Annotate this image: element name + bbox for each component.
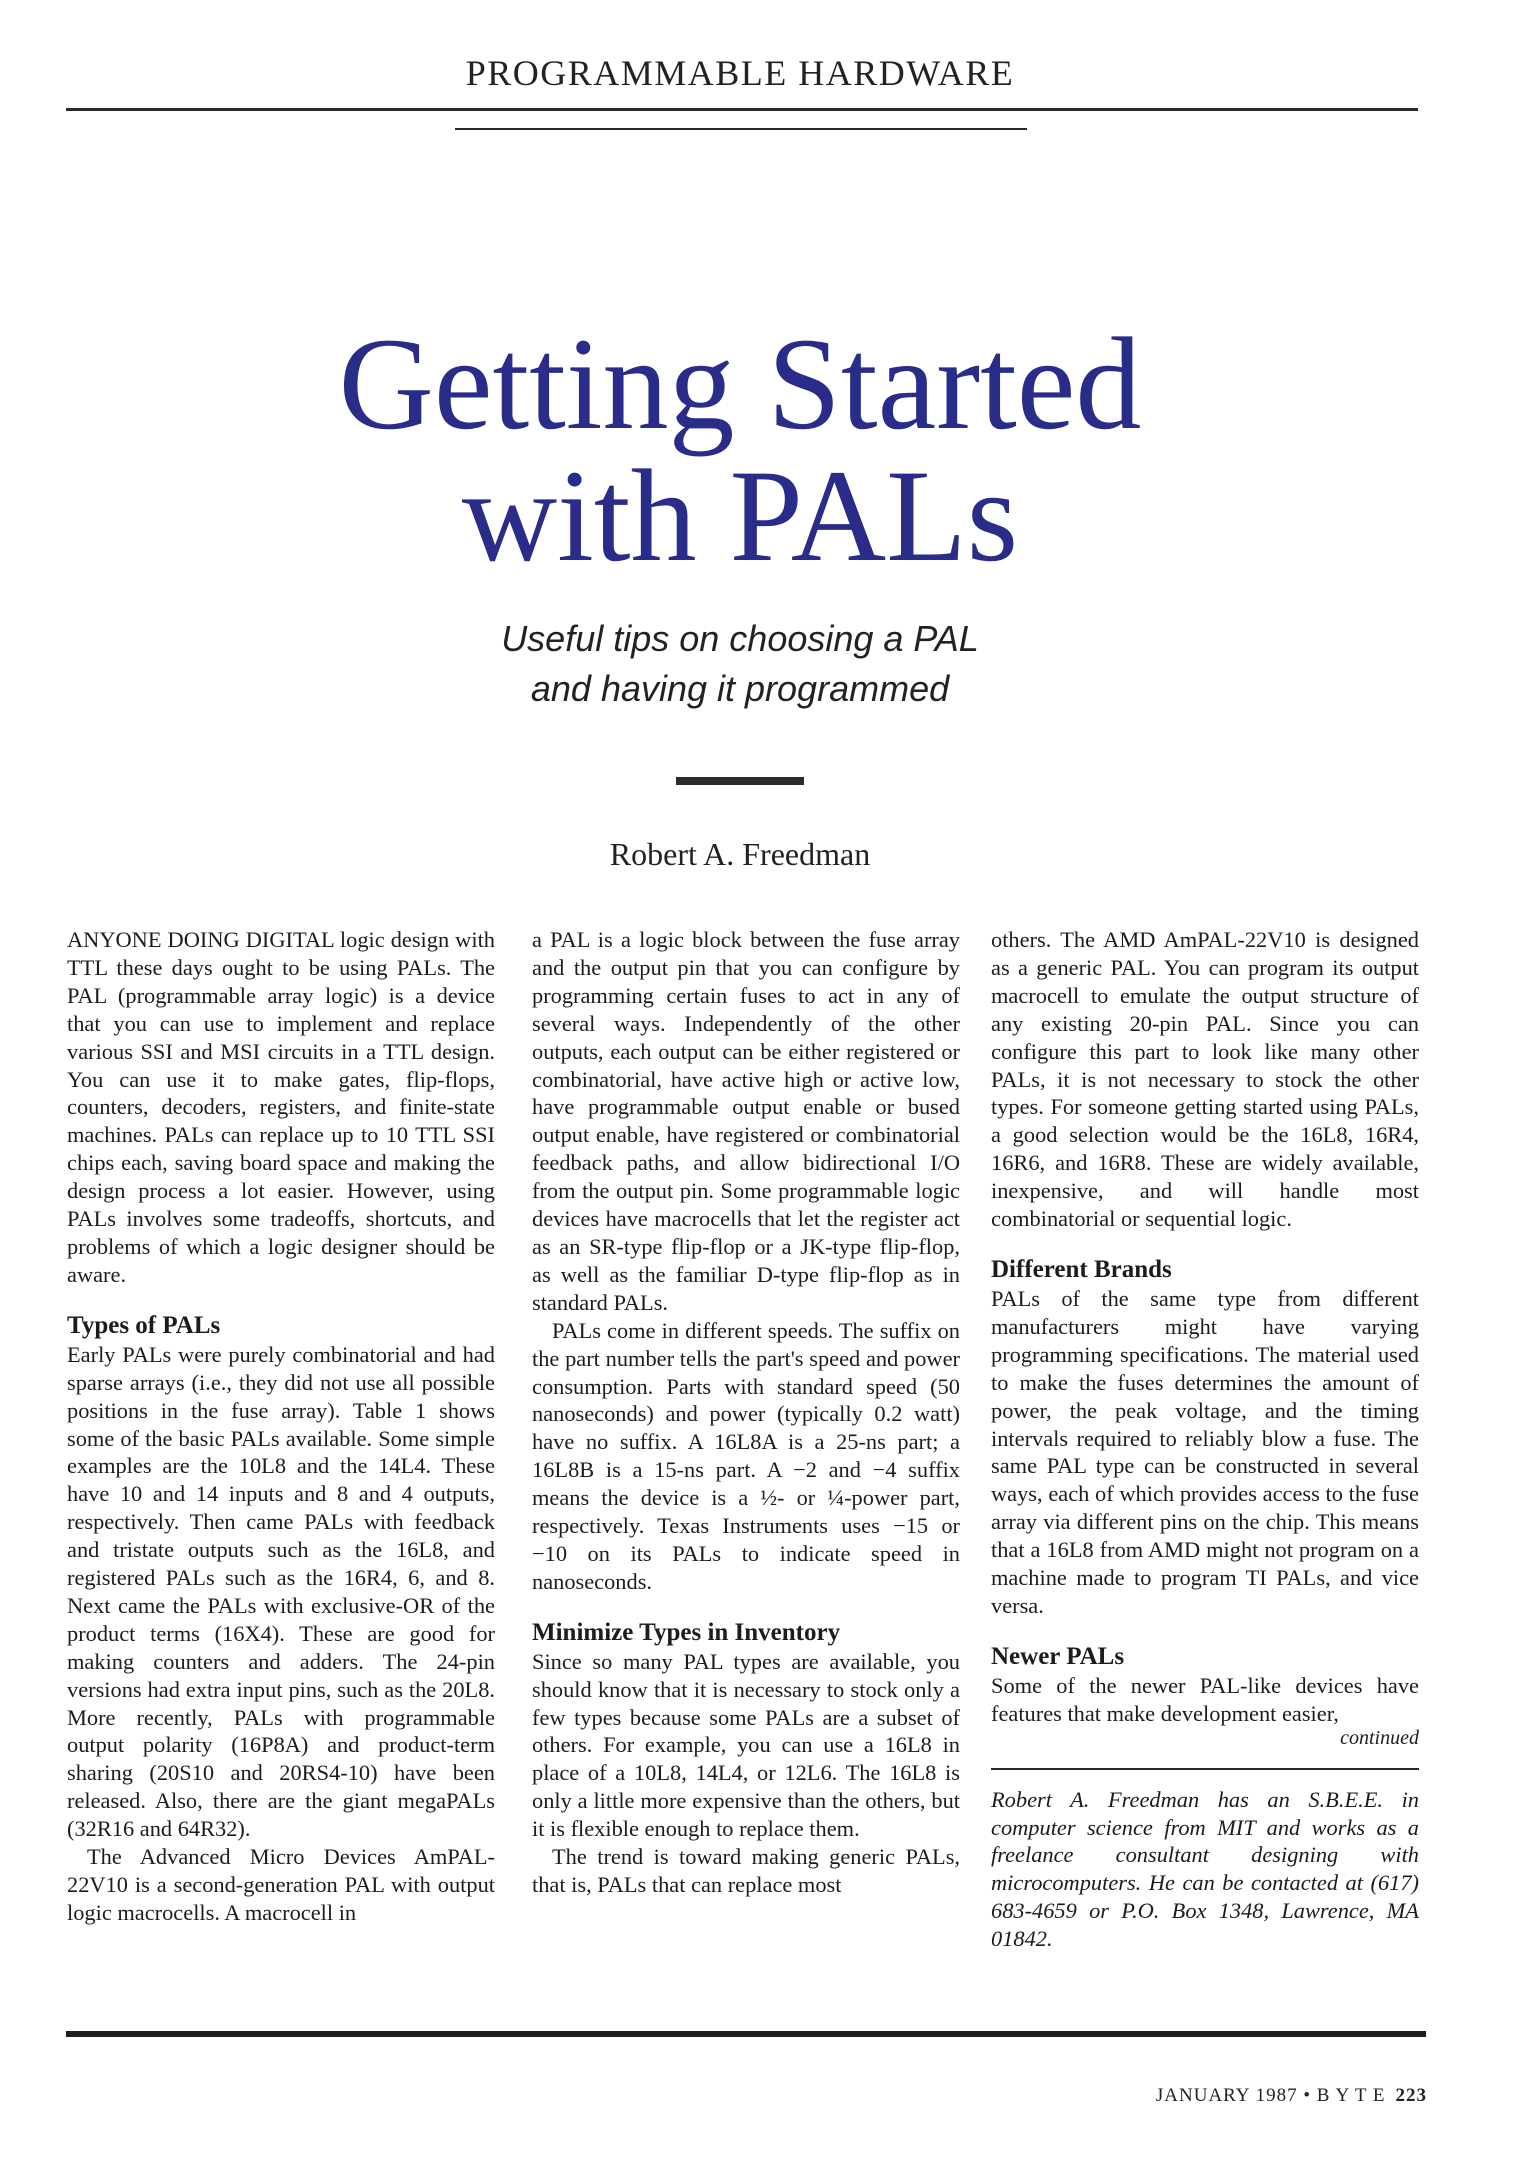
section-label: PROGRAMMABLE HARDWARE — [465, 53, 1015, 93]
page-number: 223 — [1395, 2085, 1427, 2106]
page-footer — [1156, 2085, 1427, 2107]
paragraph: The Advanced Micro Devices AmPAL-22V10 is a second-generation PAL with output logic macrocells. A macrocell in — [67, 1844, 495, 1925]
subtitle-line-1: Useful tips on choosing a PAL — [501, 618, 979, 659]
section-heading: Types of PALs — [67, 1311, 221, 1339]
bio-rule — [991, 1768, 1419, 1770]
section-heading: Different Brands — [991, 1255, 1172, 1283]
header-rule — [66, 108, 1418, 111]
paragraph: ANYONE DOING DIGITAL logic design with TTL these days ought to be using PALs. The PAL (programmable array logic) is a device that you can use to implement and replace various SSI and MSI circuits in a TTL design. You can use it to make gates, flip-flops, counters, decoders, registers, and finite-state machines. PALs can replace up to 10 TTL SSI chips each, saving board space and making the design process a lot easier. However, using PALs involves some tradeoffs, shortcuts, and problems of which a logic designer should be aware. — [67, 927, 495, 1287]
continued-note: continued — [1340, 1726, 1419, 1749]
section-heading: Newer PALs — [991, 1642, 1125, 1670]
paragraph: PALs of the same type from different manufacturers might have varying programming specifications. The material used to make the fuses determines the amount of power, the peak voltage, and the timing intervals required to reliably blow a fuse. The same PAL type can be constructed in several ways, each of which provides access to the fuse array via different pins on the chip. This means that a 16L8 from AMD might not program on a machine made to program TI PALs, and vice versa. — [991, 1285, 1419, 1618]
paragraph: Since so many PAL types are available, you should know that it is necessary to stock only a few types because some PALs are a subset of others. For example, you can use a 16L8 in place of a 10L8, 14L4, or 12L6. The 16L8 is only a little more expensive than the others, but it is flexible enough to replace them. — [532, 1648, 960, 1842]
body-column-2 — [532, 926, 960, 1899]
paragraph: The trend is toward making generic PALs, that is, PALs that can replace most — [532, 1844, 960, 1897]
title-divider — [676, 777, 804, 785]
issue-date: JANUARY 1987 • B Y T E — [1155, 2085, 1386, 2106]
footer-rule — [66, 2031, 1426, 2037]
article-title — [0, 310, 1480, 589]
paragraph: Some of the newer PAL-like devices have features that make development easier, — [991, 1672, 1419, 1726]
author-bio: Robert A. Freedman has an S.B.E.E. in computer science from MIT and works as a freelance consultant designing with microcomputers. He can be contacted at (617) 683-4659 or P.O. Box 1348, Lawrence, MA 01842. — [991, 1786, 1419, 1952]
subtitle-line-2: and having it programmed — [530, 668, 950, 709]
paragraph: Early PALs were purely combinatorial and had sparse arrays (i.e., they did not use all possible positions in the fuse array). Table 1 shows some of the basic PALs available. Some simple examples are the 10L8 and the 14L4. These have 10 and 14 inputs and 8 and 4 outputs, respectively. Then came PALs with feedback and tristate outputs such as the 16L8, and registered PALs such as the 16R4, 6, and 8. Next came the PALs with exclusive-OR of the product terms (16X4). These are good for making counters and adders. The 24-pin versions had extra input pins, such as the 20L8. More recently, PALs with programmable output polarity (16P8A) and product-term sharing (20S10 and 20RS4-10) have been released. Also, there are the giant megaPALs (32R16 and 64R32). — [67, 1341, 495, 1842]
section-heading: Minimize Types in Inventory — [532, 1618, 841, 1646]
article-subtitle — [0, 614, 1480, 714]
author-byline: Robert A. Freedman — [609, 836, 871, 872]
header-subrule — [455, 128, 1027, 130]
body-column-1 — [67, 926, 495, 1927]
paragraph: PALs come in different speeds. The suffix on the part number tells the part's speed and power consumption. Parts with standard speed (50 nanoseconds) and power (typically 0.2 watt) have no suffix. A 16L8A is a 25-ns part; a 16L8B is a 15-ns part. A −2 and −4 suffix means the device is a ½- or ¼-power part, respectively. Texas Instruments uses −15 or −10 on its PALs to indicate speed in nanoseconds. — [532, 1317, 960, 1594]
title-line-2: with PALs — [461, 442, 1019, 589]
paragraph: others. The AMD AmPAL-22V10 is designed as a generic PAL. You can program its output macrocell to emulate the output structure of any existing 20-pin PAL. Since you can configure this part to look like many other PALs, it is not necessary to stock the other types. For someone getting started using PALs, a good selection would be the 16L8, 16R4, 16R6, and 16R8. These are widely available, inexpensive, and will handle most combinatorial or sequential logic. — [991, 927, 1419, 1232]
title-line-1: Getting Started — [338, 310, 1142, 457]
body-column-3 — [991, 926, 1419, 1953]
paragraph: a PAL is a logic block between the fuse array and the output pin that you can configure by programming certain fuses to act in any of several ways. Independently of the other outputs, each output can be either registered or combinatorial, have active high or active low, have programmable output enable or bused output enable, have registered or combinatorial feedback paths, and allow bidirectional I/O from the output pin. Some programmable logic devices have macrocells that let the register act as an SR-type flip-flop or a JK-type flip-flop, as well as the familiar D-type flip-flop as in standard PALs. — [532, 927, 960, 1315]
